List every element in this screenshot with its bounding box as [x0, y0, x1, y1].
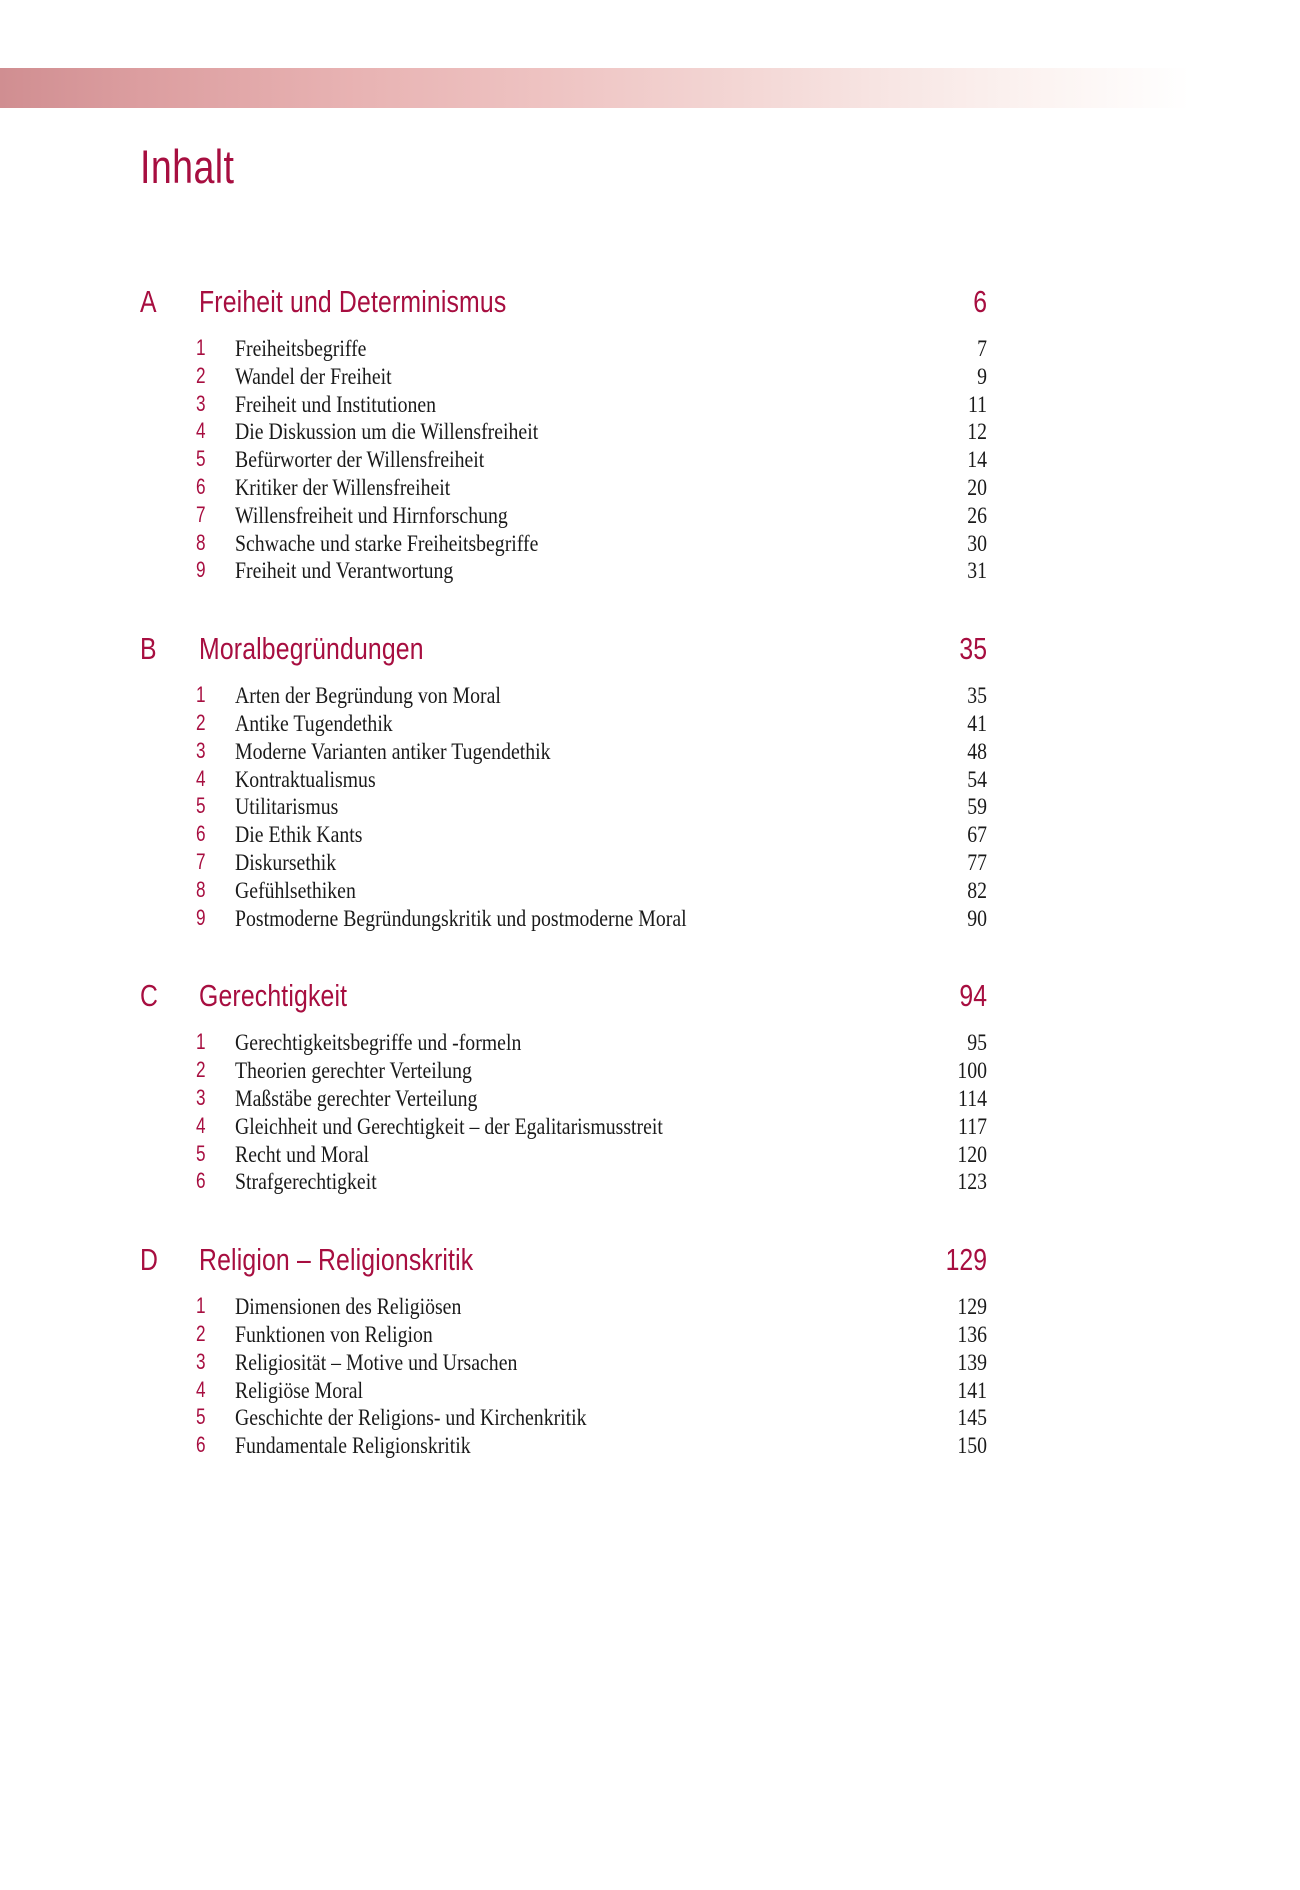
- toc-section-heading[interactable]: [0, 978, 1300, 1018]
- toc-entry[interactable]: [0, 1293, 1300, 1321]
- toc-section: [0, 284, 1300, 585]
- toc-entry-number: 3: [196, 390, 206, 416]
- toc-entry-number: 2: [196, 709, 206, 735]
- toc-entry-number: 6: [196, 473, 206, 499]
- toc-entry-page-number: 54: [967, 766, 987, 792]
- toc-entry-number: 5: [196, 1140, 206, 1166]
- toc-entry-page-number: 100: [957, 1058, 987, 1084]
- toc-entry-number: 8: [196, 876, 206, 902]
- toc-section-title: Gerechtigkeit: [199, 978, 348, 1014]
- toc-entry-page-number: 117: [958, 1113, 987, 1139]
- toc-section-letter: C: [140, 978, 158, 1014]
- toc-entry-number: 6: [196, 1168, 206, 1194]
- toc-entry-page-number: 31: [967, 558, 987, 584]
- toc-entry-number: 1: [196, 1029, 206, 1055]
- toc-entry[interactable]: [0, 530, 1300, 558]
- toc-section-page-number: 35: [959, 631, 987, 667]
- toc-entry-title: Dimensionen des Religiösen: [235, 1294, 462, 1320]
- toc-entry[interactable]: [0, 710, 1300, 738]
- toc-entry-page-number: 11: [967, 391, 987, 417]
- toc-entry-page-number: 136: [957, 1321, 987, 1347]
- toc-section-title: Moralbegründungen: [199, 631, 424, 667]
- toc-entry-title: Antike Tugendethik: [235, 710, 393, 736]
- toc-entry[interactable]: [0, 905, 1300, 933]
- toc-entry[interactable]: [0, 877, 1300, 905]
- toc-entry-title: Arten der Begründung von Moral: [235, 683, 501, 709]
- toc-entry-title: Utilitarismus: [235, 794, 339, 820]
- toc-entry-number: 1: [196, 682, 206, 708]
- toc-entry-number: 9: [196, 904, 206, 930]
- toc-section-title: Freiheit und Determinismus: [199, 284, 507, 319]
- toc-entry[interactable]: [0, 363, 1300, 391]
- toc-entry-page-number: 41: [967, 710, 987, 736]
- toc-section-page-number: 129: [945, 1242, 987, 1278]
- toc-entry-title: Freiheit und Verantwortung: [235, 558, 454, 584]
- toc-entry-title: Religiöse Moral: [235, 1377, 364, 1403]
- toc-entry[interactable]: [0, 557, 1300, 585]
- toc-section-heading[interactable]: [0, 631, 1300, 671]
- toc-section-items: [0, 335, 1300, 585]
- toc-entry-title: Freiheitsbegriffe: [235, 336, 367, 361]
- toc-entry-title: Schwache und starke Freiheitsbegriffe: [235, 530, 539, 556]
- toc-entry-page-number: 9: [977, 363, 987, 389]
- toc-entry-page-number: 12: [967, 419, 987, 445]
- toc-entry-page-number: 77: [967, 849, 987, 875]
- toc-entry-title: Maßstäbe gerechter Verteilung: [235, 1085, 478, 1111]
- toc-entry-number: 2: [196, 362, 206, 388]
- toc-entry-page-number: 82: [967, 877, 987, 903]
- toc-entry-number: 2: [196, 1057, 206, 1083]
- toc-entry-title: Gleichheit und Gerechtigkeit – der Egalitarismusstreit: [235, 1113, 663, 1139]
- toc-entry[interactable]: [0, 1168, 1300, 1196]
- toc-section: [0, 1242, 1300, 1460]
- toc-entry-number: 2: [196, 1320, 206, 1346]
- toc-entry-title: Gerechtigkeitsbegriffe und -formeln: [235, 1030, 522, 1056]
- toc-entry[interactable]: [0, 1432, 1300, 1460]
- toc-entry-page-number: 120: [957, 1141, 987, 1167]
- toc-entry-page-number: 95: [967, 1030, 987, 1056]
- toc-entry-title: Moderne Varianten antiker Tugendethik: [235, 738, 551, 764]
- toc-entry-number: 7: [196, 848, 206, 874]
- toc-entry-page-number: 26: [967, 502, 987, 528]
- toc-entry[interactable]: [0, 1085, 1300, 1113]
- toc-entry-number: 9: [196, 557, 206, 583]
- toc-entry-page-number: 141: [957, 1377, 987, 1403]
- toc-entry-title: Freiheit und Institutionen: [235, 391, 437, 417]
- toc-entry-title: Diskursethik: [235, 849, 337, 875]
- toc-entry-page-number: 139: [957, 1349, 987, 1375]
- toc-entry-number: 4: [196, 418, 206, 444]
- toc-section-title: Religion – Religionskritik: [199, 1242, 474, 1278]
- toc-entry-page-number: 90: [967, 905, 987, 931]
- toc-section-letter: B: [140, 631, 157, 667]
- toc-entry-number: 1: [196, 335, 206, 360]
- toc-entry-title: Die Ethik Kants: [235, 822, 363, 848]
- toc-entry[interactable]: [0, 446, 1300, 474]
- toc-entry-title: Theorien gerechter Verteilung: [235, 1058, 472, 1084]
- toc-entry-number: 7: [196, 501, 206, 527]
- toc-entry[interactable]: [0, 682, 1300, 710]
- toc-entry[interactable]: [0, 502, 1300, 530]
- toc-entry-page-number: 7: [977, 336, 987, 361]
- toc-section-items: [0, 1293, 1300, 1460]
- toc-section-items: [0, 1029, 1300, 1196]
- toc-section-letter: A: [140, 284, 157, 319]
- toc-entry-title: Kontraktualismus: [235, 766, 376, 792]
- toc-entry[interactable]: [0, 474, 1300, 502]
- toc-entry-number: 4: [196, 1112, 206, 1138]
- toc-entry-page-number: 114: [958, 1085, 987, 1111]
- toc-entry[interactable]: [0, 1349, 1300, 1377]
- toc-entry-title: Befürworter der Willensfreiheit: [235, 447, 485, 473]
- toc-entry-title: Funktionen von Religion: [235, 1321, 433, 1347]
- toc-entry-title: Kritiker der Willensfreiheit: [235, 474, 451, 500]
- toc-entry-number: 6: [196, 1432, 206, 1458]
- toc-section-heading[interactable]: [0, 1242, 1300, 1282]
- toc-entry-number: 5: [196, 446, 206, 472]
- toc-entry[interactable]: [0, 1029, 1300, 1057]
- toc-entry-title: Strafgerechtigkeit: [235, 1169, 377, 1195]
- toc-entry-page-number: 123: [957, 1169, 987, 1195]
- toc-entry[interactable]: [0, 1404, 1300, 1432]
- toc-section-heading[interactable]: [0, 284, 1300, 324]
- toc-section-letter: D: [140, 1242, 158, 1278]
- toc-entry-number: 4: [196, 1376, 206, 1402]
- toc-entry-title: Gefühlsethiken: [235, 877, 356, 903]
- toc-entry-page-number: 20: [967, 474, 987, 500]
- toc-entry-number: 4: [196, 765, 206, 791]
- toc-entry[interactable]: [0, 1057, 1300, 1085]
- toc-entry-title: Die Diskussion um die Willensfreiheit: [235, 419, 539, 445]
- toc-section: [0, 631, 1300, 932]
- toc-entry[interactable]: [0, 1141, 1300, 1169]
- toc-entry-title: Religiosität – Motive und Ursachen: [235, 1349, 518, 1375]
- toc-entry-title: Fundamentale Religionskritik: [235, 1433, 471, 1459]
- toc-entry-title: Wandel der Freiheit: [235, 363, 392, 389]
- toc-entry[interactable]: [0, 738, 1300, 766]
- toc-section-page-number: 94: [959, 978, 987, 1014]
- toc-entry[interactable]: [0, 391, 1300, 419]
- toc-entry-number: 3: [196, 1084, 206, 1110]
- toc-entry-page-number: 59: [967, 794, 987, 820]
- toc-entry-number: 3: [196, 1348, 206, 1374]
- toc-entry-number: 6: [196, 821, 206, 847]
- table-of-contents: [0, 284, 1300, 1460]
- toc-section-page-number: 6: [973, 284, 987, 319]
- header-gradient-band: [0, 68, 1190, 108]
- toc-entry-page-number: 14: [967, 447, 987, 473]
- toc-entry-title: Geschichte der Religions- und Kirchenkritik: [235, 1405, 587, 1431]
- toc-entry-page-number: 35: [967, 683, 987, 709]
- toc-entry-number: 5: [196, 793, 206, 819]
- toc-entry-page-number: 150: [957, 1433, 987, 1459]
- toc-entry-page-number: 145: [957, 1405, 987, 1431]
- toc-entry[interactable]: [0, 1113, 1300, 1141]
- toc-section-items: [0, 682, 1300, 932]
- page-title: Inhalt: [140, 140, 235, 193]
- toc-entry-page-number: 129: [957, 1294, 987, 1320]
- toc-entry[interactable]: [0, 335, 1300, 363]
- toc-entry-number: 5: [196, 1404, 206, 1430]
- toc-entry-page-number: 30: [967, 530, 987, 556]
- toc-entry[interactable]: [0, 1321, 1300, 1349]
- toc-entry[interactable]: [0, 418, 1300, 446]
- toc-entry-page-number: 67: [967, 822, 987, 848]
- toc-entry[interactable]: [0, 849, 1300, 877]
- toc-section: [0, 978, 1300, 1196]
- toc-entry-title: Willensfreiheit und Hirnforschung: [235, 502, 508, 528]
- toc-entry-title: Recht und Moral: [235, 1141, 370, 1167]
- toc-entry-page-number: 48: [967, 738, 987, 764]
- toc-entry-number: 8: [196, 529, 206, 555]
- toc-entry[interactable]: [0, 821, 1300, 849]
- toc-entry-number: 1: [196, 1293, 206, 1319]
- toc-entry-title: Postmoderne Begründungskritik und postmoderne Moral: [235, 905, 687, 931]
- toc-entry[interactable]: [0, 793, 1300, 821]
- toc-entry[interactable]: [0, 1377, 1300, 1405]
- toc-entry[interactable]: [0, 766, 1300, 794]
- toc-entry-number: 3: [196, 737, 206, 763]
